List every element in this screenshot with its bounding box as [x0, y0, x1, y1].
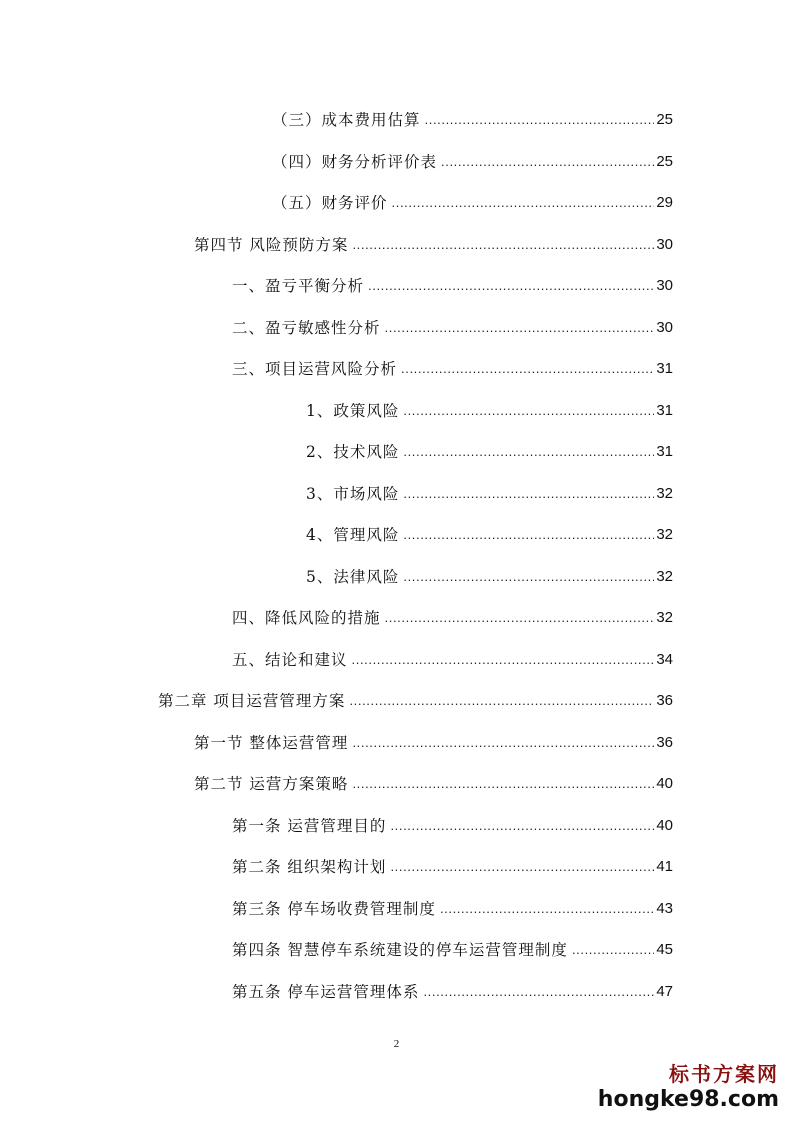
- toc-dot-leader: [385, 318, 655, 338]
- toc-entry[interactable]: [158, 683, 673, 711]
- toc-dot-leader: [390, 816, 654, 836]
- watermark: [598, 1058, 779, 1112]
- toc-entry-label: 第四节 风险预防方案: [194, 235, 349, 254]
- toc-entry-page: 32: [656, 526, 673, 543]
- toc-entry[interactable]: [232, 268, 673, 296]
- toc-dot-leader: [352, 235, 654, 255]
- toc-dot-leader: [440, 899, 654, 919]
- toc-dot-leader: [403, 567, 654, 587]
- toc-entry-label: 第一节 整体运营管理: [194, 733, 349, 752]
- toc-entry[interactable]: [306, 517, 673, 545]
- toc-entry-page: 31: [656, 360, 673, 377]
- toc-entry[interactable]: [232, 642, 673, 670]
- toc-entry-page: 30: [656, 277, 673, 294]
- toc-entry-label: 三、项目运营风险分析: [232, 360, 398, 378]
- toc-dot-leader: [423, 982, 654, 1002]
- toc-entry-label: 第三条 停车场收费管理制度: [232, 899, 436, 918]
- toc-dot-leader: [349, 691, 654, 711]
- toc-entry[interactable]: [272, 185, 673, 213]
- toc-entry-page: 30: [656, 318, 673, 336]
- toc-dot-leader: [403, 442, 654, 462]
- toc-dot-leader: [352, 774, 654, 794]
- toc-entry[interactable]: [232, 932, 673, 960]
- toc-entry[interactable]: [306, 476, 673, 504]
- toc-entry-label: 第一条 运营管理目的: [232, 816, 387, 835]
- toc-dot-leader: [401, 359, 654, 379]
- toc-entry-page: 45: [656, 941, 673, 958]
- toc-dot-leader: [352, 650, 655, 670]
- toc-entry-page: 31: [656, 443, 673, 460]
- toc-entry-label: 一、盈亏平衡分析: [232, 277, 365, 295]
- toc-entry-page: 25: [656, 111, 673, 128]
- toc-entry-label: （四）财务分析评价表: [272, 152, 438, 171]
- toc-entry-label: 五、结论和建议: [232, 650, 348, 669]
- toc-entry-page: 32: [656, 609, 673, 626]
- toc-entry[interactable]: [232, 351, 673, 379]
- toc-dot-leader: [368, 276, 654, 296]
- toc-entry-label: 2、技术风险: [306, 443, 400, 461]
- toc-dot-leader: [403, 484, 654, 504]
- toc-dot-leader: [390, 857, 654, 877]
- toc-entry-label: （三）成本费用估算: [272, 111, 421, 129]
- toc-entry-page: 32: [656, 484, 673, 502]
- toc-dot-leader: [352, 733, 654, 753]
- toc-entry-label: 第四条 智慧停车系统建设的停车运营管理制度: [232, 941, 568, 959]
- toc-entry-label: 3、市场风险: [306, 484, 400, 503]
- toc-entry[interactable]: [232, 310, 673, 338]
- toc-dot-leader: [385, 608, 655, 628]
- toc-entry-page: 31: [656, 401, 673, 419]
- toc-dot-leader: [403, 525, 654, 545]
- toc-entry-label: 4、管理风险: [306, 526, 400, 544]
- toc-entry[interactable]: [194, 227, 673, 255]
- toc-entry-label: 1、政策风险: [306, 401, 400, 420]
- toc-entry[interactable]: [232, 600, 673, 628]
- toc-entry-page: 40: [656, 775, 673, 792]
- toc-dot-leader: [425, 110, 655, 130]
- toc-entry-label: 第五条 停车运营管理体系: [232, 982, 420, 1001]
- toc-entry-page: 36: [656, 692, 673, 709]
- toc-entry[interactable]: [232, 974, 673, 1002]
- toc-entry-page: 43: [656, 899, 673, 917]
- toc-entry-page: 47: [656, 982, 673, 1000]
- toc-entry[interactable]: [232, 891, 673, 919]
- toc-entry-page: 36: [656, 733, 673, 751]
- toc-entry-page: 34: [656, 650, 673, 668]
- page-number: 2: [393, 1038, 400, 1050]
- toc-entry-page: 32: [656, 567, 673, 585]
- toc-entry-label: 四、降低风险的措施: [232, 609, 381, 627]
- toc-entry-label: 5、法律风险: [306, 567, 400, 586]
- toc-entry[interactable]: [306, 559, 673, 587]
- toc-entry-page: 30: [656, 235, 673, 253]
- toc-entry-page: 29: [656, 194, 673, 211]
- toc-dot-leader: [441, 152, 654, 172]
- toc-dot-leader: [392, 193, 655, 213]
- toc-entry[interactable]: [272, 102, 673, 130]
- toc-entry[interactable]: [306, 393, 673, 421]
- toc-entry[interactable]: [194, 766, 673, 794]
- toc-entry[interactable]: [194, 725, 673, 753]
- toc-dot-leader: [572, 940, 654, 960]
- toc-entry-page: 25: [656, 152, 673, 170]
- toc-entry[interactable]: [232, 808, 673, 836]
- toc-entry-label: 二、盈亏敏感性分析: [232, 318, 381, 337]
- toc-entry-page: 40: [656, 816, 673, 834]
- watermark-title: 标书方案网: [669, 1062, 779, 1086]
- toc-entry-page: 41: [656, 858, 673, 875]
- watermark-url: hongke98.com: [597, 1087, 779, 1112]
- toc-entry-label: （五）财务评价: [272, 194, 388, 212]
- toc-entry-label: 第二节 运营方案策略: [194, 775, 349, 793]
- toc-entry-label: 第二条 组织架构计划: [232, 858, 387, 876]
- toc-dot-leader: [403, 401, 654, 421]
- toc-entry[interactable]: [272, 144, 673, 172]
- toc-entry[interactable]: [232, 849, 673, 877]
- toc-entry[interactable]: [306, 434, 673, 462]
- toc-entry-label: 第二章 项目运营管理方案: [158, 692, 346, 710]
